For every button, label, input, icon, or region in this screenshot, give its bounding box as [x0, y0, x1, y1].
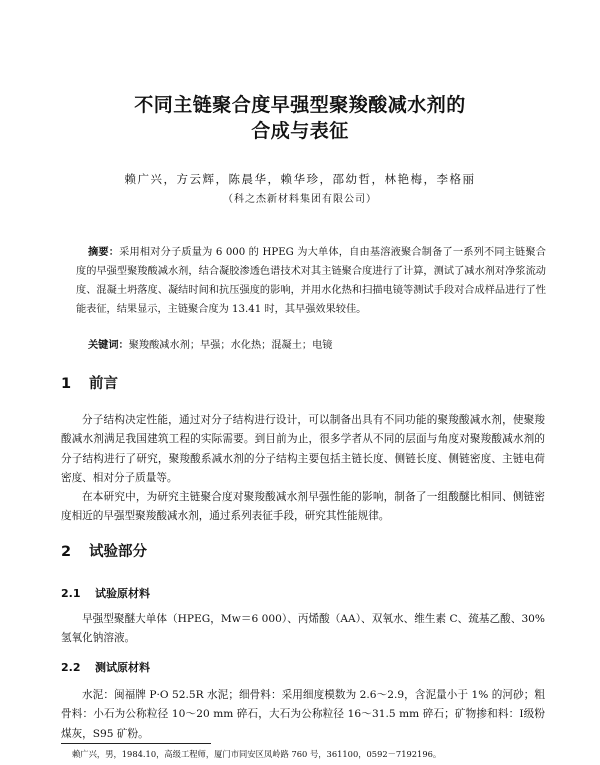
section-number-1: 1 [61, 376, 72, 392]
subsection-number-2-1: 2.1 [61, 587, 81, 600]
subsection-heading-2-2 [61, 659, 150, 675]
affiliation: （科之杰新材料集团有限公司） [223, 194, 377, 205]
subsection-number-2-2: 2.2 [61, 661, 81, 674]
section-heading-2 [61, 540, 147, 561]
subsection-title-2-1: 试验原材料 [95, 587, 150, 600]
keywords [88, 336, 548, 351]
paper-title-line1: 不同主链聚合度早强型聚羧酸减水剂的 [134, 94, 466, 116]
abstract-label: 摘要： [88, 247, 120, 258]
section-title-1: 前言 [89, 376, 118, 392]
abstract [76, 243, 546, 319]
intro-paragraph-2: 在本研究中，为研究主链聚合度对聚羧酸减水剂早强性能的影响，制备了一组酸醚比相同、侧链密度相近的早强型聚羧酸减水剂，通过系列表征手段，研究其性能规律。 [61, 491, 545, 523]
intro-paragraph-1: 分子结构决定性能，通过对分子结构进行设计，可以制备出具有不同功能的聚羧酸减水剂，使聚羧酸减水剂满足我国建筑工程的实际需要。到目前为止，很多学者从不同的层面与角度对聚羧酸减水剂的分子结构进行了研究，聚羧酸系减水剂的分子结构主要包括主链长度、侧链长度、侧链密度、主链电荷密度、相对分子质量等。 [61, 414, 545, 484]
abstract-text: 采用相对分子质量为 6 000 的 HPEG 为大单体，自由基溶液聚合制备了一系列不同主链聚合度的早强型聚羧酸减水剂，结合凝胶渗透色谱技术对其主链聚合度进行了计算，测试了减水剂对净浆流动度、混凝土坍落度、凝结时间和抗压强度的影响，并用水化热和扫描电镜等测试手段对合成样品进行了性能表征，结果显示，主链聚合度为 13.41 时，其早强效果较佳。 [76, 247, 546, 315]
test-materials-paragraph: 水泥：闽福牌 P·O 52.5R 水泥；细骨料：采用细度模数为 2.6～2.9，含泥量小于 1% 的河砂；粗骨料：小石为公称粒径 10～20 mm 碎石，大石为公称粒径 16～31.5 mm 碎石；矿物掺和料：Ⅰ级粉煤灰，S95 矿粉。 [61, 689, 545, 740]
materials-paragraph: 早强型聚醚大单体（HPEG，Mw＝6 000）、丙烯酸（AA）、双氧水、维生素 C、巯基乙酸、30% 氢氧化钠溶液。 [61, 613, 545, 645]
author-footnote: 赖广兴，男，1984.10，高级工程师，厦门市同安区凤岭路 760 号，361100，0592－7192196。 [72, 749, 442, 759]
section-title-2: 试验部分 [89, 544, 147, 560]
section-number-2: 2 [61, 544, 72, 560]
paper-title-line2: 合成与表征 [251, 120, 349, 142]
subsection-title-2-2: 测试原材料 [95, 661, 150, 674]
section-heading-1 [61, 372, 118, 393]
footnote-divider [61, 743, 211, 744]
author-list: 赖广兴，方云辉，陈晨华，赖华珍，邵幼哲，林艳梅，李格丽 [124, 172, 476, 186]
subsection-heading-2-1 [61, 585, 150, 601]
keywords-label: 关键词： [88, 340, 129, 351]
keywords-text: 聚羧酸减水剂；早强；水化热；混凝土；电镜 [128, 340, 333, 351]
